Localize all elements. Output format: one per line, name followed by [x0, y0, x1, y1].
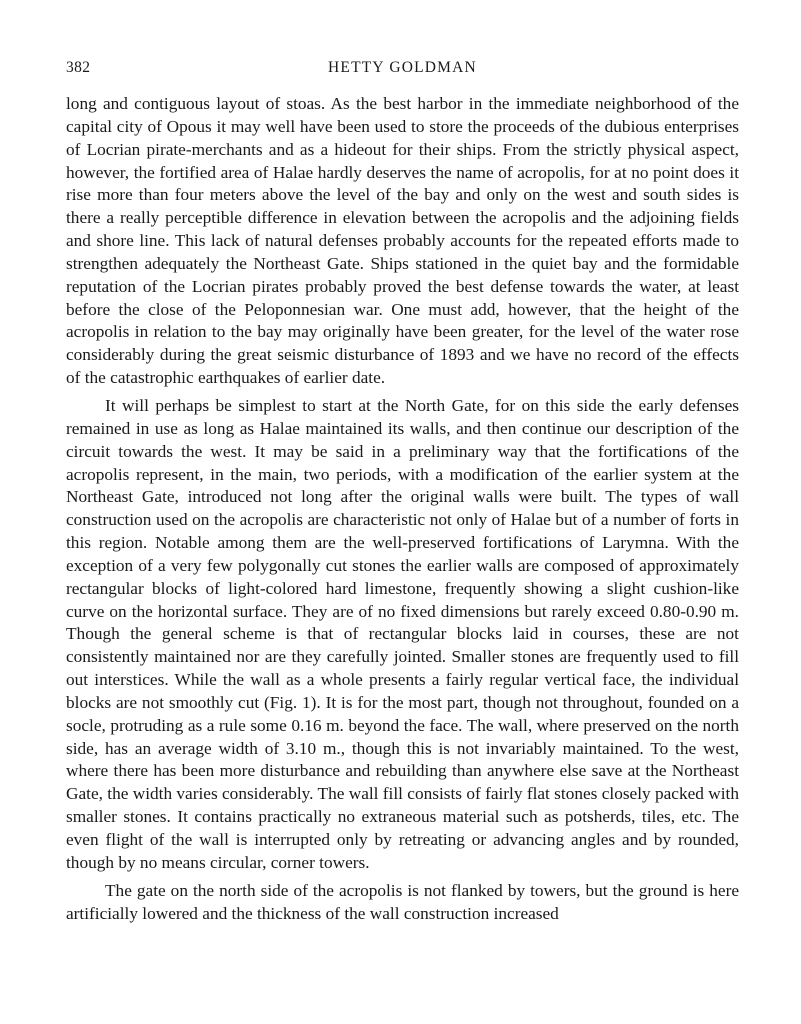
- page-number: 382: [66, 59, 91, 76]
- paragraph-gate-description: The gate on the north side of the acropolis is not flanked by towers, but the ground is here artificially lowered and the thickness of the wall construction increased: [66, 880, 739, 923]
- paragraph-continued: long and contiguous layout of stoas. As the best harbor in the immediate neighborhood of the capital city of Opous it may well have been used to store the proceeds of the dubious enterprises of Locrian pirate-merchants and as a hideout for their ships. From the strictly physical aspect, however, the fortified area of Halae hardly deserves the name of acropolis, for at no point does it rise more than four meters above the level of the bay and only on the west and south sides is there a really perceptible difference in elevation between the acropolis and the adjoining fields and shore line. This lack of natural defenses probably accounts for the repeated efforts made to strengthen adequately the Northeast Gate. Ships stationed in the quiet bay and the formidable reputation of the Locrian pirates probably proved the best defense towards the water, at least before the close of the Peloponnesian war. One must add, however, that the height of the acropolis in relation to the bay may originally have been greater, for the level of the water rose considerably during the great seismic disturbance of 1893 and we have no record of the effects of the catastrophic earthquakes of earlier date.: [66, 94, 739, 388]
- running-title: HETTY GOLDMAN: [328, 59, 477, 76]
- running-header: [66, 56, 739, 80]
- page: [66, 56, 739, 925]
- body-text: [66, 93, 739, 925]
- paragraph-north-gate: It will perhaps be simplest to start at the North Gate, for on this side the early defenses remained in use as long as Halae maintained its walls, and then continue our description of the circuit towards the west. It may be said in a preliminary way that the fortifications of the acropolis represent, in the main, two periods, with a modification of the earlier system at the Northeast Gate, introduced not long after the original walls were built. The types of wall construction used on the acropolis are characteristic not only of Halae but of a number of forts in this region. Notable among them are the well-preserved fortifications of Larymna. With the exception of a very few polygonally cut stones the earlier walls are composed of approximately rectangular blocks of light-colored hard limestone, frequently showing a slight cushion-like curve on the horizontal surface. They are of no fixed dimensions but rarely exceed 0.80-0.90 m. Though the general scheme is that of rectangular blocks laid in courses, these are not consistently maintained nor are they carefully jointed. Smaller stones are frequently used to fill out interstices. While the wall as a whole presents a fairly regular vertical face, the individual blocks are not smoothly cut (Fig. 1). It is for the most part, though not throughout, founded on a socle, protruding as a rule some 0.16 m. beyond the face. The wall, where preserved on the north side, has an average width of 3.10 m., though this is not invariably maintained. To the west, where there has been more disturbance and rebuilding than anywhere else save at the Northeast Gate, the width varies considerably. The wall fill consists of fairly flat stones closely packed with smaller stones. It contains practically no extraneous material such as potsherds, tiles, etc. The even flight of the wall is interrupted only by retreating or advancing angles and by rounded, though by no means circular, corner towers.: [66, 395, 739, 872]
